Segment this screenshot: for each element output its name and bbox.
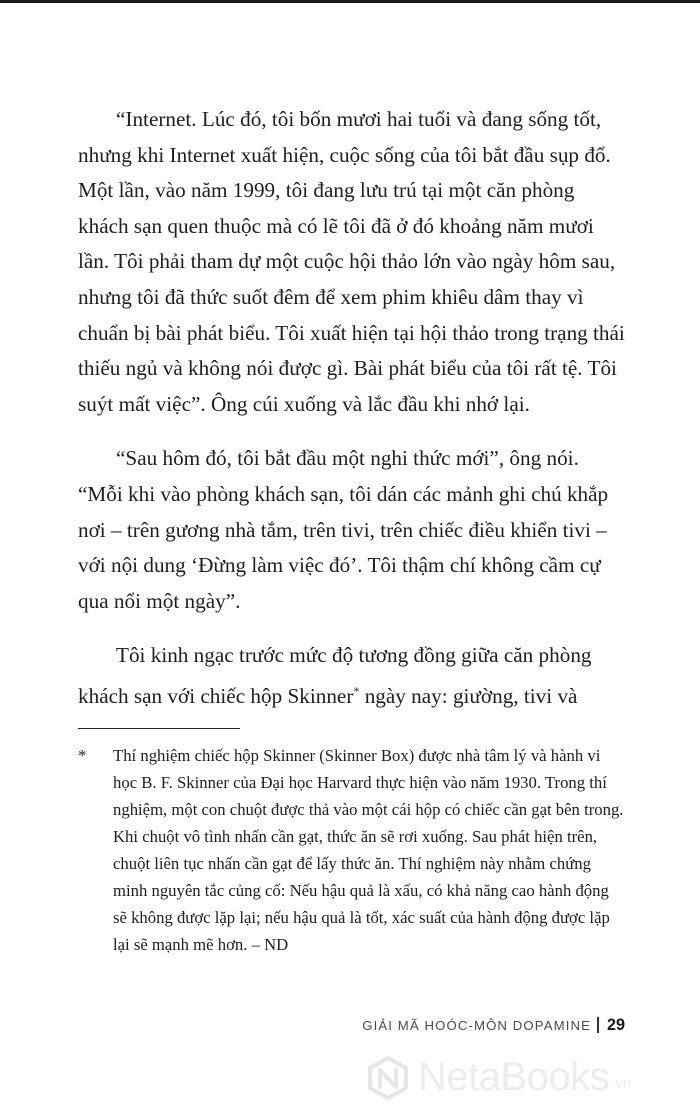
netabooks-logo-icon (366, 1056, 410, 1100)
watermark-brand-text: NetaBooks (418, 1055, 610, 1099)
footnote (78, 742, 625, 958)
watermark-domain-suffix: .vn (611, 1075, 632, 1092)
page-number: 29 (606, 1016, 625, 1034)
paragraph-3-text-start: Tôi kinh ngạc trước mức độ tương đồng giữa căn phòng khách sạn với chiếc hộp Skinner (78, 643, 592, 708)
netabooks-watermark (366, 1055, 631, 1100)
paragraph-3-text-end: ngày nay: giường, tivi và (359, 683, 578, 708)
footnote-separator-rule (78, 728, 240, 729)
top-border-rule (0, 0, 700, 3)
footnote-mark: * (78, 746, 87, 765)
running-footer-book-title: GIẢI MÃ HOÓC-MÔN DOPAMINE (362, 1018, 591, 1033)
footnote-reference-mark[interactable]: * (353, 683, 360, 698)
running-footer (362, 1016, 625, 1035)
footnote-text: Thí nghiệm chiếc hộp Skinner (Skinner Box) được nhà tâm lý và hành vi học B. F. Skinner của Đại học Harvard thực hiện vào năm 1930. Trong thí nghiệm, một con chuột được thả vào một cái hộp có chiếc cần gạt bên trong. Khi chuột vô tình nhấn cần gạt, thức ăn sẽ rơi xuống. Sau phát hiện trên, chuột liên tục nhấn cần gạt để lấy thức ăn. Thí nghiệm này nhằm chứng minh nguyên tắc củng cố: Nếu hậu quả là xấu, có khả năng cao hành động sẽ không được lặp lại; nếu hậu quả là tốt, xác suất của hành động được lặp lại sẽ mạnh mẽ hơn. – ND (113, 746, 624, 954)
footer-separator-bar (597, 1017, 599, 1033)
main-text (78, 102, 625, 734)
paragraph-1: “Internet. Lúc đó, tôi bốn mươi hai tuổi và đang sống tốt, nhưng khi Internet xuất hiện, cuộc sống của tôi bắt đầu sụp đổ. Một lần, vào năm 1999, tôi đang lưu trú tại một căn phòng khách sạn quen thuộc mà có lẽ tôi đã ở đó khoảng năm mươi lần. Tôi phải tham dự một cuộc hội thảo lớn vào ngày hôm sau, nhưng tôi đã thức suốt đêm để xem phim khiêu dâm thay vì chuẩn bị bài phát biểu. Tôi xuất hiện tại hội thảo trong trạng thái thiếu ngủ và không nói được gì. Bài phát biểu của tôi rất tệ. Tôi suýt mất việc”. Ông cúi xuống và lắc đầu khi nhớ lại. (78, 107, 625, 416)
paragraph-3 (78, 638, 625, 714)
paragraph-2: “Sau hôm đó, tôi bắt đầu một nghi thức mới”, ông nói. “Mỗi khi vào phòng khách sạn, tôi dán các mảnh ghi chú khắp nơi – trên gương nhà tắm, trên tivi, trên chiếc điều khiển tivi – với nội dung ‘Đừng làm việc đó’. Tôi thậm chí không cầm cự qua nổi một ngày”. (78, 446, 609, 613)
